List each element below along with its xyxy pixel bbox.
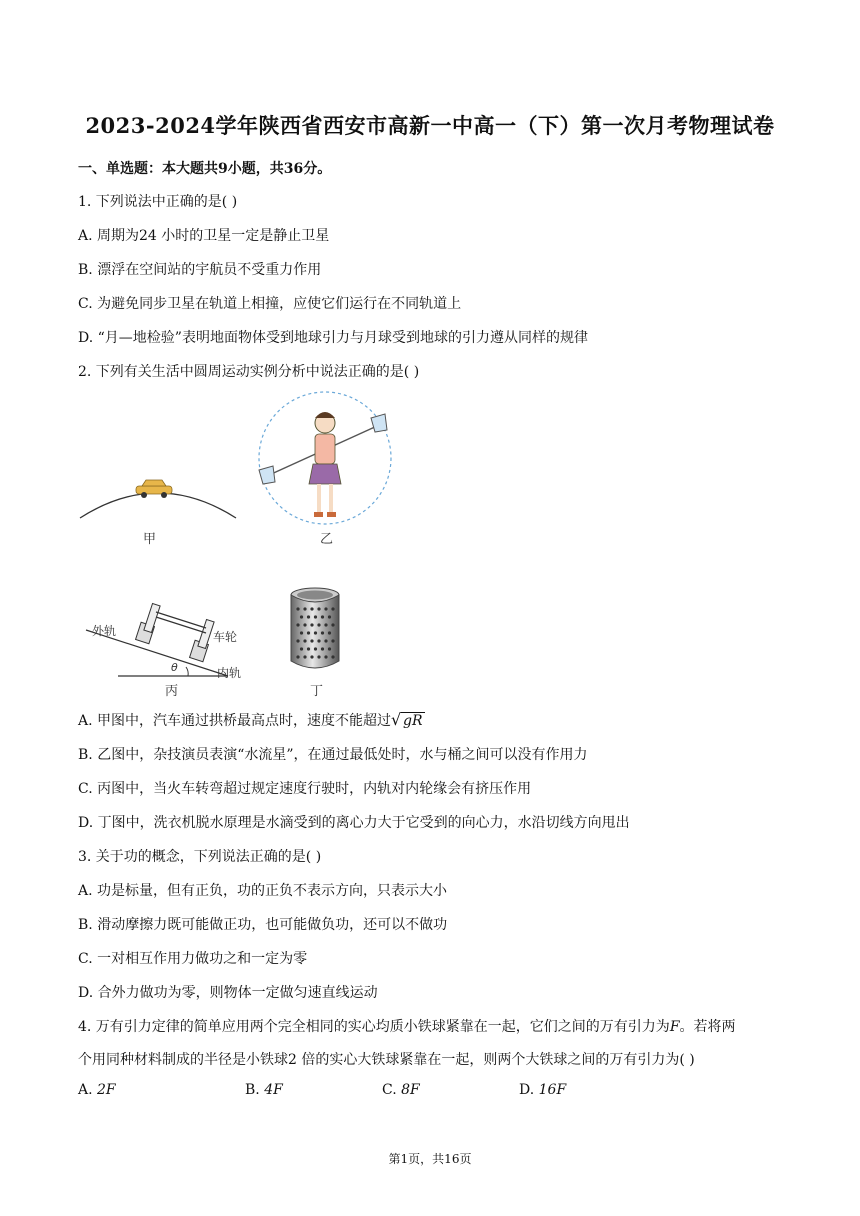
q4-stem-line1 bbox=[78, 1016, 736, 1036]
drum-hole bbox=[321, 631, 324, 634]
q4-option-c-label: C. bbox=[382, 1082, 402, 1098]
drum-hole bbox=[328, 615, 331, 618]
drum-hole bbox=[307, 631, 310, 634]
water-meteor-figure bbox=[255, 388, 395, 528]
label-jia: 甲 bbox=[143, 532, 157, 547]
q2-stem: 2. 下列有关生活中圆周运动实例分析中说法正确的是( ) bbox=[78, 364, 420, 380]
bridge-figure bbox=[78, 470, 238, 530]
drum-hole bbox=[321, 615, 324, 618]
q3-option-d: D. 合外力做功为零，则物体一定做匀速直线运动 bbox=[78, 985, 378, 1001]
q3-option-a: A. 功是标量，但有正负，功的正负不表示方向，只表示大小 bbox=[78, 883, 448, 899]
drum-hole bbox=[321, 647, 324, 650]
drum-hole bbox=[296, 607, 299, 610]
q1-option-c: C. 为避免同步卫星在轨道上相撞，应使它们运行在不同轨道上 bbox=[78, 296, 462, 312]
drum-hole bbox=[303, 607, 306, 610]
drum-hole bbox=[328, 647, 331, 650]
q2-option-d: D. 丁图中，洗衣机脱水原理是水滴受到的离心力大于它受到的向心力，水沿切线方向甩出 bbox=[78, 815, 630, 831]
q4-option-d bbox=[519, 1082, 566, 1098]
drum-hole bbox=[303, 655, 306, 658]
drum-hole bbox=[331, 623, 334, 626]
drum-hole bbox=[331, 639, 334, 642]
q3-option-c: C. 一对相互作用力做功之和一定为零 bbox=[78, 951, 308, 967]
q2-option-a bbox=[78, 710, 425, 730]
label-outer-rail: 外轨 bbox=[92, 624, 117, 638]
q1-option-a: A. 周期为24 小时的卫星一定是静止卫星 bbox=[78, 228, 330, 244]
q4-stem-text-a: 4. 万有引力定律的简单应用两个完全相同的实心均质小铁球紧靠在一起，它们之间的万有引力为 bbox=[78, 1019, 670, 1035]
q4-option-b-value: 4F bbox=[264, 1082, 283, 1098]
drum-hole bbox=[307, 647, 310, 650]
label-yi: 乙 bbox=[320, 532, 334, 547]
drum-hole bbox=[324, 607, 327, 610]
section-heading: 一、单选题：本大题共9小题，共36分。 bbox=[78, 161, 332, 177]
q4-stem-line2: 个用同种材料制成的半径是小铁球2 倍的实心大铁球紧靠在一起，则两个大铁球之间的万有引力为( ) bbox=[78, 1052, 695, 1068]
q4-option-b bbox=[245, 1082, 283, 1098]
q2-option-c: C. 丙图中，当火车转弯超过规定速度行驶时，内轨对内轮缘会有挤压作用 bbox=[78, 781, 532, 797]
drum-hole bbox=[300, 647, 303, 650]
car-icon bbox=[136, 480, 172, 498]
q4-option-c-value: 8F bbox=[401, 1082, 420, 1098]
q4-option-d-label: D. bbox=[519, 1082, 539, 1098]
drum-hole bbox=[324, 655, 327, 658]
q4-option-d-value: 16F bbox=[538, 1082, 567, 1098]
q2-option-b: B. 乙图中，杂技演员表演“水流星”，在通过最低处时，水与桶之间可以没有作用力 bbox=[78, 747, 588, 763]
drum-hole bbox=[314, 647, 317, 650]
q4-var-f: F bbox=[669, 1019, 680, 1035]
drum-hole bbox=[314, 615, 317, 618]
label-theta: θ bbox=[171, 661, 178, 674]
drum-hole bbox=[328, 631, 331, 634]
drum-hole bbox=[331, 655, 334, 658]
q1-option-d: D. “月—地检验”表明地面物体受到地球引力与月球受到地球的引力遵从同样的规律 bbox=[78, 330, 588, 346]
q2-option-a-text: A. 甲图中，汽车通过拱桥最高点时，速度不能超过 bbox=[78, 713, 392, 729]
q4-option-c bbox=[382, 1082, 420, 1098]
drum-hole bbox=[300, 615, 303, 618]
drum-hole bbox=[331, 607, 334, 610]
q1-stem: 1. 下列说法中正确的是( ) bbox=[78, 194, 238, 210]
q3-option-b: B. 滑动摩擦力既可能做正功，也可能做负功，还可以不做功 bbox=[78, 917, 448, 933]
page-footer: 第1页，共16页 bbox=[388, 1152, 472, 1166]
q3-stem: 3. 关于功的概念，下列说法正确的是( ) bbox=[78, 849, 322, 865]
drum-hole bbox=[310, 623, 313, 626]
drum-hole bbox=[303, 639, 306, 642]
q4-option-a-label: A. bbox=[78, 1082, 98, 1098]
label-inner-rail: 内轨 bbox=[217, 666, 242, 680]
drum-hole bbox=[296, 639, 299, 642]
drum-hole bbox=[303, 623, 306, 626]
drum-hole bbox=[310, 607, 313, 610]
q4-option-a bbox=[78, 1082, 116, 1098]
label-ding: 丁 bbox=[310, 684, 324, 699]
drum-hole bbox=[310, 639, 313, 642]
drum-hole bbox=[317, 607, 320, 610]
drum-hole bbox=[324, 639, 327, 642]
sqrt-expression: √ gR bbox=[391, 710, 423, 729]
q1-option-b: B. 漂浮在空间站的宇航员不受重力作用 bbox=[78, 262, 322, 278]
sqrt-radicand: gR bbox=[403, 713, 423, 729]
washer-drum-figure bbox=[285, 585, 345, 680]
label-bing: 丙 bbox=[165, 684, 179, 699]
drum-hole bbox=[296, 655, 299, 658]
label-wheel: 车轮 bbox=[213, 630, 238, 644]
drum-hole bbox=[317, 623, 320, 626]
drum-hole bbox=[310, 655, 313, 658]
q4-option-b-label: B. bbox=[245, 1082, 265, 1098]
q4-option-a-value: 2F bbox=[97, 1082, 116, 1098]
drum-hole bbox=[317, 639, 320, 642]
drum-hole bbox=[314, 631, 317, 634]
drum-hole bbox=[296, 623, 299, 626]
exam-title: 2023-2024学年陕西省西安市高新一中高一（下）第一次月考物理试卷 bbox=[85, 113, 775, 138]
drum-hole bbox=[300, 631, 303, 634]
drum-hole bbox=[307, 615, 310, 618]
drum-hole bbox=[317, 655, 320, 658]
drum-hole bbox=[324, 623, 327, 626]
q4-stem-text-b: 。若将两 bbox=[679, 1019, 736, 1035]
performer-icon bbox=[309, 412, 341, 517]
